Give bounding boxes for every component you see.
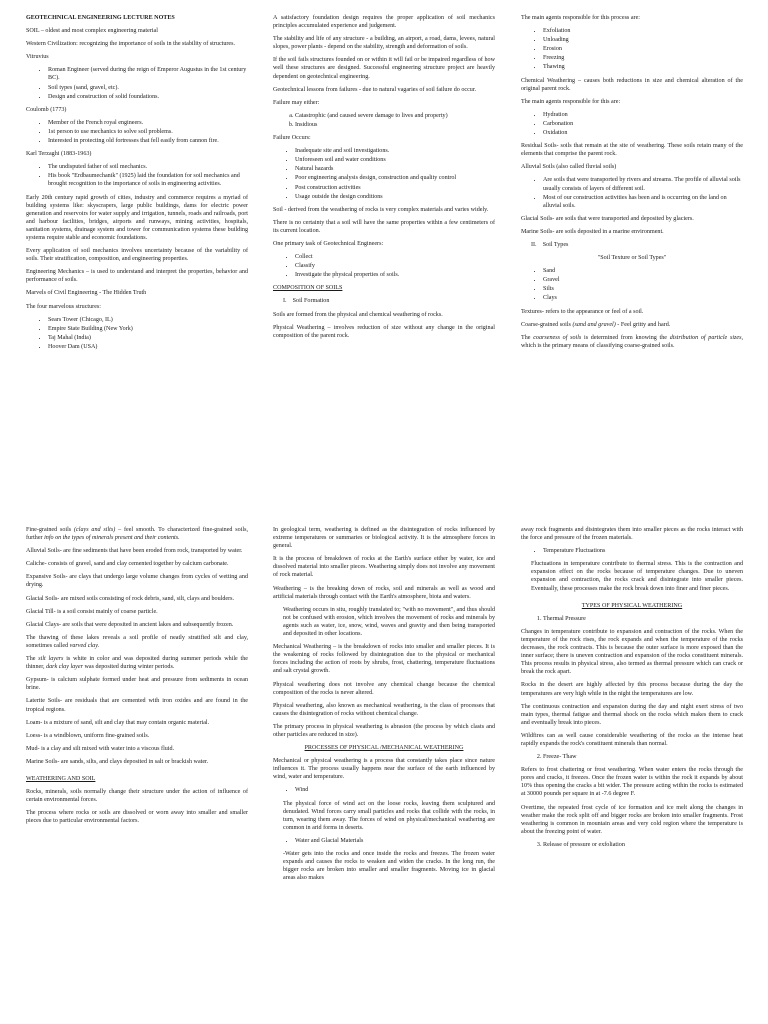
thermal-list [521,615,743,623]
text-run-italic: (clays and silts) [74,527,116,533]
text-run: Coarse-grained soils [521,321,573,328]
list-item: • Member of the French royal engineers. [48,119,248,127]
list-item: • Freezing [543,54,743,62]
text-run-italic: varved clay. [69,642,100,649]
list-item: • Sears Tower (Chicago, IL) [48,316,248,324]
paragraph-engineering-mechanics: Engineering Mechanics – is used to understand and interpret the properties, behavior and performance of soils. [26,269,248,284]
page1-column-3 [521,14,743,506]
list-item-release: 3. Release of pressure or exfoliation [543,841,743,849]
paragraph-textures: Textures- refers to the appearance or feel of a soil. [521,308,644,315]
text-run: which is the primary means of classifying coarse-grained soils. [521,342,675,349]
paragraph-water: -Water gets into the rocks and once inside the rocks and freezes. The frozen water expands and causes the rocks to weaken and widen the cracks. In the long run, the bigger rocks are broken into smaller and smaller fragments. Moving ice in glacial areas also makes [283,851,495,882]
failure-either-label: Failure may either: [273,99,320,106]
paragraph-silt-layers [26,655,248,671]
paragraph-mud: Mud- is a clay and silt mixed with water into a viscous fluid. [26,745,175,752]
list-item: • Empire State Building (New York) [48,325,248,333]
paragraph-physical-weathering: Physical Weathering – involves reduction of size without any change in the original composition of the parent rock. [273,324,495,339]
water-list [273,837,495,845]
paragraph-gypsum: Gypsum- is calcium sulphate formed under heat and pressure from sediments in ocean brine. [26,677,248,692]
soil-texture-quote: "Soil Texture or Soil Types" [597,255,667,262]
document-title: GEOTECHNICAL ENGINEERING LECTURE NOTES [26,15,175,21]
text-run-italic: info on the types of minerals present and their contents. [44,535,180,542]
paragraph-physical: Physical weathering does not involve any chemical change because the chemical composition of the rocks is never altered. [273,681,495,696]
paragraph-rocks: Rocks, minerals, soils normally change their structure under the action of influence of certain environmental forces. [26,789,248,804]
paragraph-glacial-till: Glacial Till- is a soil consist mainly of coarse particle. [26,608,158,615]
list-item: • Investigate the physical properties of soils. [295,271,495,279]
paragraph-marine: Marine Soils- are sands, silts, and clays deposited in salt or brackish water. [26,758,209,765]
text-run-italic: distribution of particle sizes, [669,334,743,341]
paragraph-desert: Rocks in the desert are highly affected by this process because during the day the temperatures are very high while in the night the temperatures are low. [521,682,743,697]
list-item: • Unloading [543,36,743,44]
paragraph-glacial: Glacial Soils- are soils that were transported and deposited by glaciers. [521,215,694,222]
soil-types-list [521,267,743,302]
section-title: Soil Formation [292,298,330,305]
text-run: - Feel gritty and hard. [615,321,671,328]
paragraph-satisfactory: A satisfactory foundation design requires the proper application of soil mechanics principles accumulated experience and judgement. [273,15,495,30]
paragraph-physical-2: Physical weathering, also known as mechanical weathering, is the class of processes that causes the disintegration of rocks without chemical change. [273,702,495,717]
paragraph-glacial-clays: Glacial Clays- are soils that were deposited in ancient lakes and subsequently frozen. [26,621,234,628]
vitruvius-list [26,66,248,100]
list-item: • Collect [295,253,495,261]
list-item: • Unforeseen soil and water conditions [295,156,495,164]
list-item: • Carbonation [543,120,743,128]
list-item-temperature: • Temperature Fluctuations [543,547,743,555]
paragraph-continuous: The continuous contraction and expansion during the day and night exert stress of two main types, thermal fatigue and thermal shock on the rocks which makes them to crack and eventually break into pieces. [521,703,743,726]
text-run: Fine-grained soils [26,527,75,533]
page1-column-1 [26,14,248,506]
paragraph-loam: Loam- is a mixture of sand, silt and clay that may contain organic material. [26,719,210,726]
heading-vitruvius: Vitruvius [26,54,49,61]
coulomb-list [26,119,248,145]
paragraph-coarseness [521,334,743,350]
paragraph-thermal: Changes in temperature contribute to expansion and contraction of the rocks. When the temperature of the rock rises, the rock expands and when the temperature of the rocks decreases, the rock contracts. This is because the outer surface is more exposed than the inner surface; there is uneven contraction and expansion of the rocks constituent minerals. This process results in physical stress, also termed as thermal pressure which can crack or break the rock apart. [521,628,743,676]
alluvial-list [521,176,743,209]
paragraph-primary-task: One primary task of Geotechnical Engineers: [273,240,384,247]
list-item: • Design and construction of solid foundations. [48,93,248,101]
list-item: • Thawing [543,63,743,71]
text-run: The [26,656,39,663]
paragraph-no-certainty: There is no certainty that a soil will have the same properties within a few centimeters of its current location. [273,219,495,234]
failure-occurs-label: Failure Occurs: [273,135,311,142]
list-item: • His book "Erdbaumechanik" (1925) laid the foundation for soil mechanics and brought recognition to the importance of soils in engineering activities. [48,172,248,188]
heading-composition: COMPOSITION OF SOILS [273,285,343,292]
heading-processes: PROCESSES OF PHYSICAL /MECHANICAL WEATHERING [304,745,464,752]
text-run: is determined from knowing the [581,334,670,341]
list-item: • The undisputed father of soil mechanics. [48,163,248,171]
marvels-list [26,316,248,351]
list-item-freeze: 2. Freeze- Thaw [543,753,743,761]
list-item: • Interested in protecting old fortresses that fell easily from cannon fire. [48,137,248,145]
list-item: • Soil types (sand, gravel, etc). [48,84,248,92]
paragraph-temperature: Fluctuations in temperature contribute to thermal stress. This is the contraction and expansion effect on the rocks because of temperature changes. Due to uneven expansion and contraction, the rocks crack and disintegrate into smaller pieces. Eventually, these processes make the rock break down into finer and finer pieces. [531,561,743,592]
paragraph-expansive: Expansive Soils- are clays that undergo large volume changes from cycles of wetting and drying. [26,574,248,589]
list-item: • 1st person to use mechanics to solve soil problems. [48,128,248,136]
text-run: was deposited during winter periods. [82,664,175,671]
paragraph-loess: Loess- is a windblown, uniform fine-grained soils. [26,732,150,739]
page2-column-1 [26,526,248,1018]
paragraph-western: Western Civilization: recognizing the importance of soils in the stability of structures. [26,41,236,48]
list-item: • Most of our construction activities has been and is occurring on the land on alluvial soils. [543,194,743,210]
heading-weathering: WEATHERING AND SOIL [26,775,96,782]
paragraph-coarse-grained [521,321,743,329]
list-item: • Natural hazards [295,165,495,173]
paragraph-mechanical-physical: Mechanical or physical weathering is a process that constantly takes place since nature influences it. The process usually happens near the surface of the earth influenced by wind, water and temperature. [273,758,495,781]
list-item: • Classify [295,262,495,270]
list-item: • Gravel [543,276,743,284]
list-item: • Taj Mahal (India) [48,334,248,342]
text-run-italic: silt layers [38,656,64,663]
paragraph-soil: SOIL – oldest and most complex engineering material [26,28,158,35]
list-item: • Oxidation [543,129,743,137]
list-item: • Inadequate site and soil investigations. [295,147,495,155]
paragraph-if-soil-fails: If the soil fails structures founded on or within it will fail or be impaired regardless of how well these structures are designed. Successful engineering structure project are heavily dependent on geotechnical engineering. [273,57,495,80]
paragraph-marine: Marine Soils- are soils deposited in a marine environment. [521,228,664,235]
heading-coulomb: Coulomb (1773) [26,106,67,113]
list-item: b. Insidious [295,121,495,129]
text-run-italic: dark clay layer [46,664,83,671]
paragraph-in-situ: Weathering occurs in situ, roughly translated to; "with no movement", and thus should not be confused with erosion, which involves the movement of rocks and minerals by agents such as water, ice, snow, wind, waves and gravity and then being transported and deposited in other locations. [283,606,495,638]
paragraph-geological-term: In geological term, weathering is defined as the disintegration of rocks influenced by extreme temperatures or summaries or biological activity. It is the atmosphere forces in general. [273,527,495,550]
heading-types: TYPES OF PHYSICAL WEATHERING [581,602,683,609]
list-item: • Clays [543,294,743,302]
paragraph-soil-derived: Soil - derived from the weathering of rocks is very complex materials and varies widely. [273,206,489,213]
paragraph-chemical-weathering: Chemical Weathering – causes both reductions in size and chemical alteration of the original parent rock. [521,77,743,92]
document-page-2 [0,512,768,1024]
failure-occurs-list [273,147,495,201]
paragraph-soils-formed: Soils are formed from the physical and chemical weathering of rocks. [273,311,443,318]
paragraph-caliche: Caliche- consists of gravel, sand and clay cemented together by calcium carbonate. [26,561,229,568]
paragraph-wind: The physical force of wind act on the loose rocks, leaving them sculptured and denudated. Wind forces carry small particles and rocks that collide with the rocks, in turn, wearing them away. The forces of wind on physical/mechanical weathering are common in arid forms in deserts. [283,800,495,831]
list-item: • Roman Engineer (served during the reign of Emperor Augustus in the 1st century BC). [48,66,248,82]
tasks-list [273,253,495,279]
paragraph-lessons: Geotechnical lessons from failures - due to natural vagaries of soil failure do occur. [273,86,477,93]
paragraph-overtime: Overtime, the repeated frost cycle of ice formation and ice melt along the changes in weather make the rock split off and bigger rocks are broken into smaller fragments. Frost weathering is common in mountain areas and very cold region where the temperature is about the freezing point of water. [521,804,743,835]
page1-column-2 [273,14,495,506]
paragraph-fine-grained [26,526,248,542]
list-item: • Hydration [543,111,743,119]
paragraph-stability: The stability and life of any structure - a building, an airport, a road, dams, levees, natural slopes, power plants - depend on the stability, strength and deformation of soils. [273,36,495,51]
physical-agents-list [521,27,743,71]
paragraph-residual: Residual Soils- soils that remain at the site of weathering. These soils retain many of the elements that comprise the parent rock. [521,143,743,158]
list-item: • Erosion [543,45,743,53]
wind-list [273,786,495,794]
alluvial-label: Alluvial Soils (also called fluvial soils) [521,164,617,171]
release-list [521,841,743,849]
heading-terzaghi: Karl Terzaghi (1883-1963) [26,151,92,158]
paragraph-glacial: Glacial Soils- are mixed soils consisting of rock debris, sand, silt, clays and boulders. [26,595,234,602]
text-run-italic: (sand and gravel) [572,321,616,328]
paragraph-continued: away rock fragments and disintegrates them into smaller pieces as the rocks interact with the force and pressure of the frozen materials. [521,527,743,542]
paragraph-process: The process where rocks or soils are dissolved or worn away into smaller and smaller pieces due to particular environmental factors. [26,810,248,825]
list-item-thermal: 1. Thermal Pressure [543,615,743,623]
paragraph-weathering-is: Weathering – is the breaking down of rocks, soil and minerals as well as wood and artificial materials through contact with the Earth's atmosphere, biota and waters. [273,585,495,600]
chemical-agents-list [521,111,743,137]
list-item: • Usage outside the design conditions [295,193,495,201]
list-item: • Are soils that were transported by rivers and streams. The profile of alluvial soils usually consists of layers of different soil. [543,176,743,192]
paragraph-freeze: Refers to frost chattering or frost weathering. When water enters the rocks through the pores and cracks, it freezes. Once the frozen water is within the rock it expands by about 10% thus opening the cracks a bit wider. The pressure acting within the rocks is estimated at 30000 pounds per square in at -7.6 degree F. [521,767,743,798]
main-agents-label-2: The main agents responsible for this are: [521,98,621,105]
list-item: a. Catastrophic (and caused severe damage to lives and property) [295,112,495,120]
heading-soil-types [521,241,743,249]
text-run-italic: coarseness of soils [533,334,582,341]
temperature-list [521,547,743,555]
paragraph-every-application: Every application of soil mechanics involves uncertainty because of the variability of soils. Their stratification, composition, and engineering properties. [26,248,248,263]
paragraph-laterite: Laterite Soils- are residuals that are cemented with iron oxides and are found in the tropical regions. [26,698,248,713]
heading-marvels: Marvels of Civil Engineering - The Hidden Truth [26,290,147,297]
list-item: • Post construction activities [295,184,495,192]
paragraph-20th-century: Early 20th century rapid growth of cities, industry and commerce requires a myriad of building systems like: skyscrapers, large public buildings, dams for electric power generation and reservoirs for water supply and irrigation, tunnels, roads and railroads, port and harbour facilities, bridges, airports and runways, mining activities, hospitals, sanitation systems, drainage system and tower for communication systems these building systems require stable and economic foundations. [26,194,248,241]
text-run: is white in color and was deposited during summer periods while the thinner, [26,656,248,671]
list-item: • Poor engineering analysis design, construction and quality control [295,174,495,182]
failure-either-list [273,112,495,129]
text-run: The [521,334,534,341]
text-run: The thawing of these lakes reveals a soil profile of neatly stratified silt and clay, sometimes called [26,634,248,649]
paragraph-primary: The primary process in physical weathering is abrasion (the process by which clasts and other particles are reduced in size). [273,723,495,738]
list-item-water: • Water and Glacial Materials [295,837,495,845]
paragraph-four-marvelous: The four marvelous structures: [26,303,101,310]
section-numeral: II. [531,241,537,248]
list-item: • Hoover Dam (USA) [48,343,248,351]
section-numeral: I. [283,298,287,305]
heading-soil-formation [273,297,495,305]
text-run: – feel smooth. To characterized fine-grained soils, further [26,527,248,542]
section-title: Soil Types [542,241,569,248]
list-item-wind: • Wind [295,786,495,794]
main-agents-label: The main agents responsible for this process are: [521,15,640,21]
paragraph-thawing [26,634,248,650]
list-item: • Sand [543,267,743,275]
page2-column-3 [521,526,743,1018]
paragraph-wildfires: Wildfires can as well cause considerable weathering of the rocks as the intense heat rapidly expands the rock's constituent minerals than normal. [521,732,743,747]
paragraph-breakdown: It is the process of breakdown of rocks at the Earth's surface either by water, ice and dissolved material into smaller pieces. Weathering simply does not involve any movement of rock material. [273,556,495,579]
freeze-list [521,753,743,761]
list-item: • Silts [543,285,743,293]
terzaghi-list [26,163,248,188]
list-item: • Exfoliation [543,27,743,35]
paragraph-alluvial: Alluvial Soils- are fine sediments that have been eroded from rock, transported by water. [26,548,243,555]
paragraph-mechanical: Mechanical Weathering – is the breakdown of rocks into smaller and smaller pieces. It is the weakening of rocks followed by disintegration due to the physical or mechanical forces including the action of roots by shrubs, frost, chattering, temperature fluctuations and salt crystal growth. [273,644,495,675]
page2-column-2 [273,526,495,1018]
